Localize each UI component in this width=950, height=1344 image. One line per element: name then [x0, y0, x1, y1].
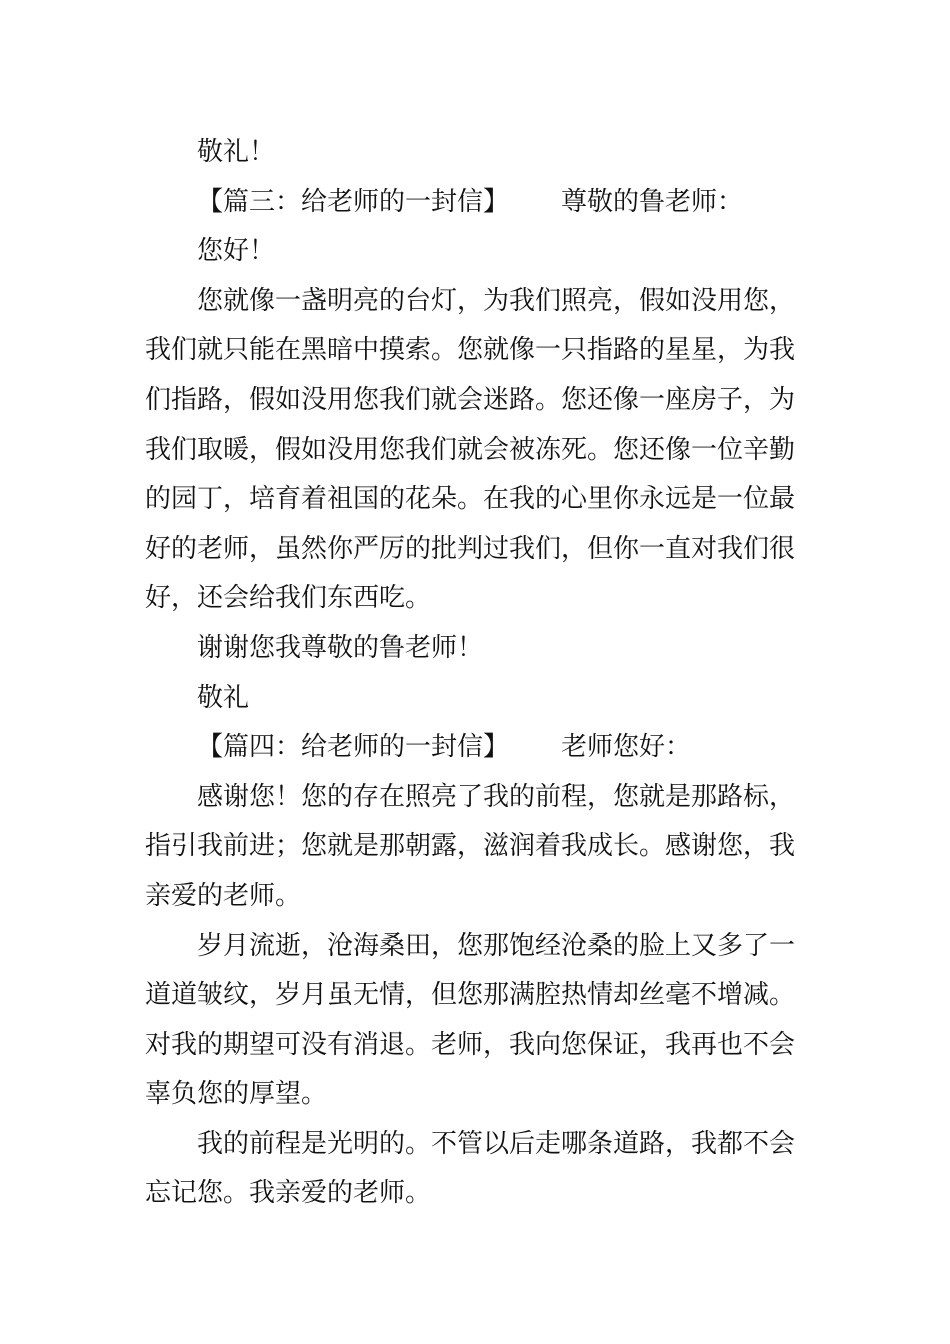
section-heading: 【篇四：给老师的一封信】 [197, 732, 510, 763]
closing-line: 敬礼！ [197, 137, 276, 167]
salutation: 老师您好： [561, 732, 692, 763]
paragraph-line: 忘记您。我亲爱的老师。 [145, 1178, 432, 1209]
thanks-line: 谢谢您我尊敬的鲁老师！ [197, 632, 484, 663]
paragraph-line: 好的老师，虽然你严厉的批判过我们，但你一直对我们很 [145, 533, 796, 564]
salutation: 尊敬的鲁老师： [561, 186, 744, 217]
paragraph-line: 感谢您！您的存在照亮了我的前程，您就是那路标， [197, 781, 796, 812]
section-heading-line [145, 723, 810, 773]
paragraph-line: 道道皱纹，岁月虽无情，但您那满腔热情却丝毫不增减。 [145, 980, 796, 1011]
closing-line: 敬礼 [197, 682, 250, 713]
paragraph-line: 我们取暖，假如没用您我们就会被冻死。您还像一位辛勤 [145, 434, 796, 465]
paragraph-line: 岁月流逝，沧海桑田，您那饱经沧桑的脸上又多了一 [197, 930, 796, 961]
paragraph-line: 指引我前进；您就是那朝露，滋润着我成长。感谢您，我 [145, 831, 796, 862]
section-heading-line [145, 178, 810, 228]
paragraph-line: 们指路，假如没用您我们就会迷路。您还像一座房子，为 [145, 384, 796, 415]
paragraph-line: 的园丁，培育着祖国的花朵。在我的心里你永远是一位最 [145, 484, 796, 515]
paragraph-line: 好，还会给我们东西吃。 [145, 583, 432, 614]
greeting-line: 您好！ [197, 236, 276, 267]
paragraph-line: 亲爱的老师。 [145, 880, 302, 911]
paragraph-line: 我们就只能在黑暗中摸索。您就像一只指路的星星，为我 [145, 335, 796, 366]
paragraph-line: 我的前程是光明的。不管以后走哪条道路，我都不会 [197, 1128, 796, 1159]
letter-body [145, 128, 810, 1219]
paragraph-line: 您就像一盏明亮的台灯，为我们照亮，假如没用您， [197, 285, 796, 316]
section-heading: 【篇三：给老师的一封信】 [197, 186, 510, 217]
paragraph-line: 对我的期望可没有消退。老师，我向您保证，我再也不会 [145, 1029, 796, 1060]
paragraph-line: 辜负您的厚望。 [145, 1079, 328, 1110]
